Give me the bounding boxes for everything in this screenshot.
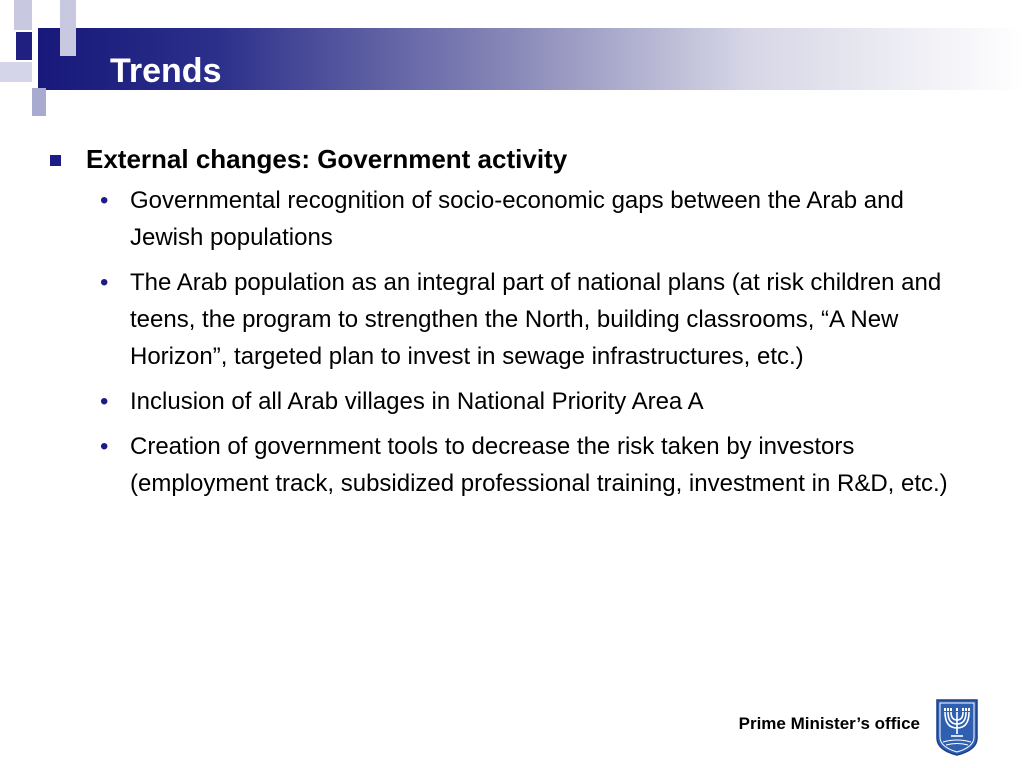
- square-bullet-icon: [50, 155, 61, 166]
- dot-bullet-icon: •: [100, 433, 109, 460]
- footer-office-label: Prime Minister’s office: [738, 714, 920, 733]
- decor-square: [32, 88, 46, 116]
- list-item: [50, 182, 970, 256]
- decor-square: [14, 0, 32, 30]
- decor-square: [16, 32, 32, 60]
- state-emblem-menorah-icon: [934, 698, 980, 756]
- sub-bullet-list: [50, 182, 970, 502]
- dot-bullet-icon: •: [100, 187, 109, 214]
- list-item-text: Governmental recognition of socio-economic gaps between the Arab and Jewish populations: [130, 187, 904, 251]
- list-item: [50, 264, 970, 375]
- list-item-text: The Arab population as an integral part of national plans (at risk children and teens, the program to strengthen the North, building classrooms, “A New Horizon”, targeted plan to invest in sewage infrastructures, etc.): [130, 269, 942, 370]
- slide-body: [50, 142, 970, 510]
- slide-title: Trends: [110, 52, 222, 90]
- dot-bullet-icon: •: [100, 269, 109, 296]
- list-item-text: Creation of government tools to decrease the risk taken by investors (employment track, subsidized professional training, investment in R&D, etc.): [130, 433, 948, 497]
- decor-square: [60, 0, 76, 56]
- list-item-text: Inclusion of all Arab villages in National Priority Area A: [130, 388, 704, 415]
- level1-heading: External changes: Government activity: [86, 144, 568, 174]
- list-item: [50, 383, 970, 420]
- decor-square: [0, 62, 32, 82]
- level1-item: [50, 142, 970, 176]
- dot-bullet-icon: •: [100, 388, 109, 415]
- list-item: [50, 428, 970, 502]
